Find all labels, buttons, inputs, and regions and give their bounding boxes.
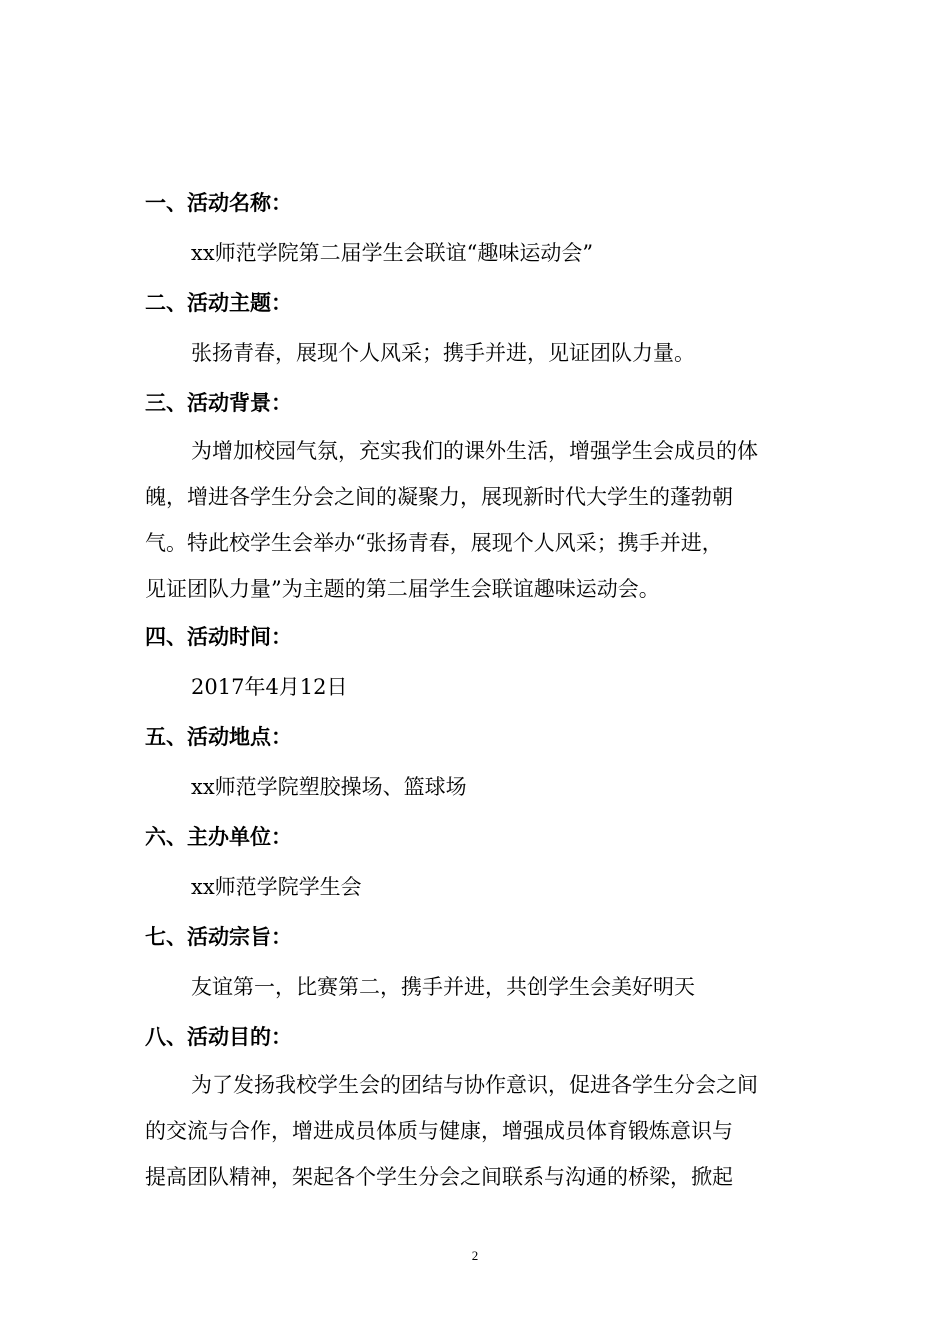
- organizer-text: xx师范学院学生会: [191, 875, 362, 899]
- paragraph-line: 气。特此校学生会举办“张扬青春，展现个人风采；携手并进，: [145, 531, 723, 555]
- paragraph-line: 为了发扬我校学生会的团结与协作意识，促进各学生分会之间: [191, 1073, 758, 1097]
- activity-goal-paragraph: [145, 1062, 810, 1200]
- paragraph-line: 为增加校园气氛，充实我们的课外生活，增强学生会成员的体: [191, 439, 758, 463]
- activity-theme-text: 张扬青春，展现个人风采；携手并进，见证团队力量。: [191, 341, 695, 365]
- section-heading-name: 一、活动名称：: [145, 191, 292, 215]
- section-heading-purpose-motto: 七、活动宗旨：: [145, 925, 292, 949]
- activity-location-text: xx师范学院塑胶操场、篮球场: [191, 775, 467, 799]
- page-number: 2: [471, 1248, 479, 1263]
- activity-time-text: 2017年4月12日: [191, 675, 348, 699]
- paragraph-line: 见证团队力量”为主题的第二届学生会联谊趣味运动会。: [145, 577, 660, 601]
- activity-name-text: xx师范学院第二届学生会联谊“趣味运动会”: [191, 241, 594, 265]
- activity-background-paragraph: [145, 428, 810, 612]
- section-heading-time: 四、活动时间：: [145, 625, 292, 649]
- document-body: [145, 178, 810, 1200]
- section-heading-theme: 二、活动主题：: [145, 291, 292, 315]
- paragraph-line: 提高团队精神，架起各个学生分会之间联系与沟通的桥梁，掀起: [145, 1165, 733, 1189]
- section-heading-location: 五、活动地点：: [145, 725, 292, 749]
- paragraph-line: 魄，增进各学生分会之间的凝聚力，展现新时代大学生的蓬勃朝: [145, 485, 733, 509]
- section-heading-goal: 八、活动目的：: [145, 1025, 292, 1049]
- activity-motto-text: 友谊第一，比赛第二，携手并进，共创学生会美好明天: [191, 975, 695, 999]
- section-heading-background: 三、活动背景：: [145, 391, 292, 415]
- paragraph-line: 的交流与合作，增进成员体质与健康，增强成员体育锻炼意识与: [145, 1119, 733, 1143]
- section-heading-organizer: 六、主办单位：: [145, 825, 292, 849]
